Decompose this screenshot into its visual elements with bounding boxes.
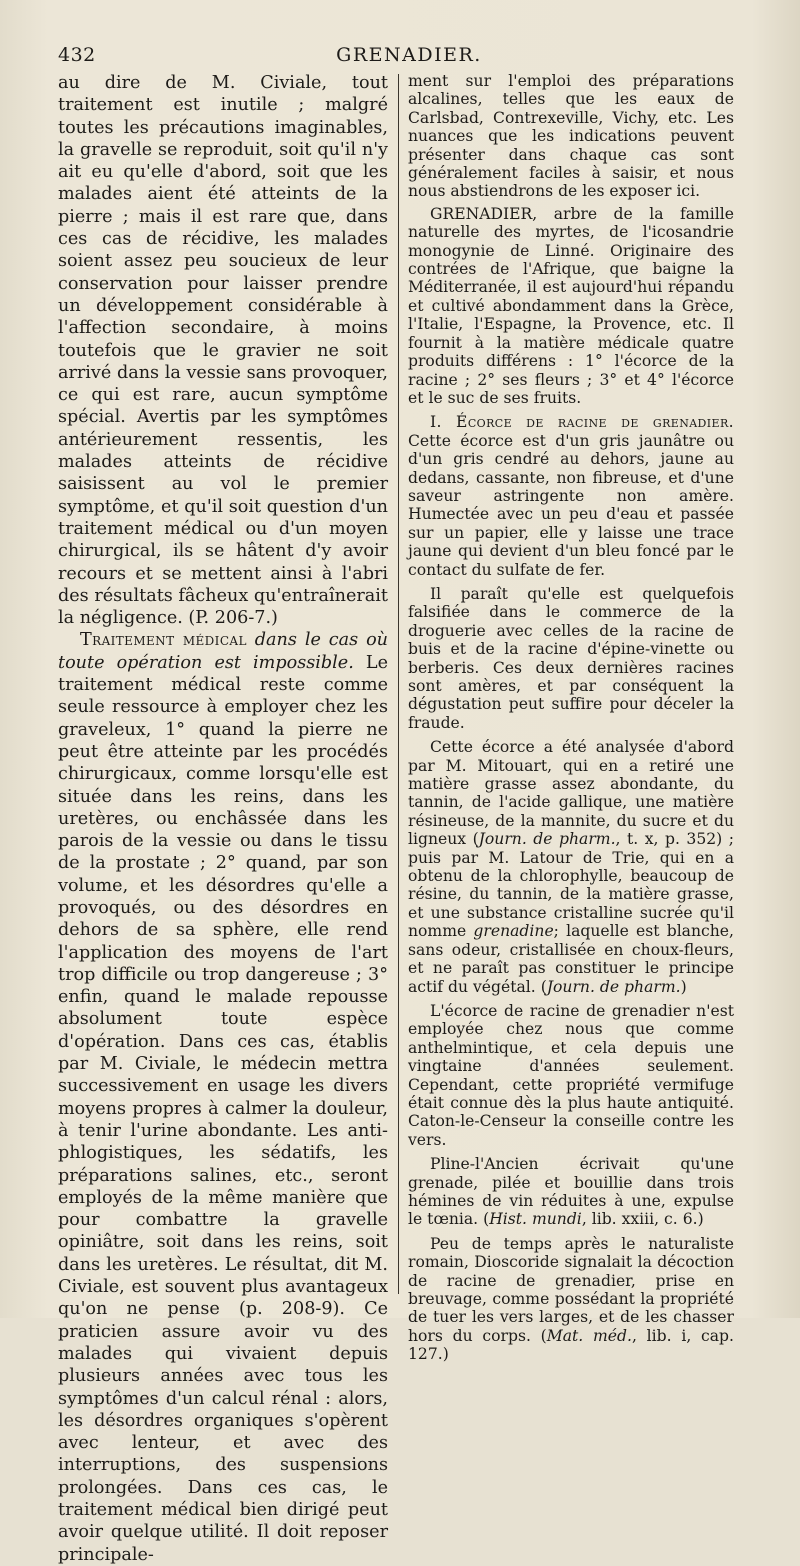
paragraph-text: arbre de la famille naturelle des myrtes, de l'icosandrie monogynie de Linné. Originaire des contrées de l'Afrique, que baigne la Méditerranée, il est aujourd'hui répandu et cultivé abondamment dans la Grèce, l'Italie, l'Espagne, la Provence, etc. Il fournit à la matière médicale quatre produits différens : 1° l'écorce de la racine ; 2° ses fleurs ; 3° et 4° l'écorce et le suc de ses fruits. [408,204,734,407]
paragraph-text: Le traitement médical reste comme seule ressource à employer chez les graveleux, 1° quand la pierre ne peut être atteinte par les procédés chirurgicaux, comme lorsqu'elle est située dans les reins, dans les uretères, ou enchâssée dans les parois de la vessie ou dans le tissu de la prostate ; 2° quand, par son volume, et les désordres qu'elle a provoqués, ou des désordres en dehors de sa sphère, elle rend l'application des moyens de l'art trop difficile ou trop dangereuse ; 3° enfin, quand le malade repousse absolument toute espèce d'opération. Dans ces cas, établis par M. Civiale, le médecin mettra successivement en usage les divers moyens propres à calmer la douleur, à tenir l'urine abondante. Les anti-phlogistiques, les sédatifs, les préparations salines, etc., seront employés de la même manière que pour combattre la gravelle opiniâtre, soit dans les reins, soit dans les uretères. Le résultat, dit M. Civiale, est souvent plus avantageux qu'on ne pense (p. 208-9). Ce praticien assure avoir vu des malades qui vivaient depuis plusieurs années avec tous les symptômes d'un calcul rénal : alors, les désordres organiques s'opèrent avec lenteur, et avec des interruptions, des suspensions prolongées. Dans ces cas, le traitement médical bien dirigé peut avoir quelque utilité. Il doit reposer principale- [58,652,388,1565]
paragraph-text: Peu de temps après le naturaliste romain, Dioscoride signalait la décoction de racine de grenadier, prise en breuvage, comme possédant la propriété de tuer les vers larges, et de les chasser hors du corps. ( [408,1234,734,1345]
paragraph [408,738,734,996]
paragraph-text: , lib. i, cap. 127.) [408,1326,734,1364]
paragraph-text: Cette écorce a été analysée d'abord par M. Mitouart, qui en a retiré une matière grasse assez abondante, du tannin, de l'acide gallique, une matière résineuse, de la mannite, du sucre et du ligneux ( [408,738,734,849]
running-title: GRENADIER. [336,44,482,66]
section-heading: Traitement médical [80,630,247,651]
page-header [58,44,760,70]
paragraph-text: , lib. xxiii, c. 6.) [581,1210,704,1229]
right-column [408,72,735,1364]
paragraph [408,1155,734,1229]
paragraph-text: ; laquelle est blanche, sans odeur, cristallisée en choux-fleurs, et ne paraît pas constituer le principe actif du végétal. ( [408,922,734,996]
paragraph: L'écorce de racine de grenadier n'est employée chez nous que comme anthelmintique, et cela depuis une vingtaine d'années seulement. Cependant, cette propriété vermifuge était connue dès la plus haute antiquité. Caton-le-Censeur la conseille contre les vers. [408,1001,734,1149]
paragraph: ment sur l'emploi des préparations alcalines, telles que les eaux de Carlsbad, Contrexeville, Vichy, etc. Les nuances que les indications peuvent présenter dans chaque cas sont généralement faciles à saisir, et nous nous abstiendrons de les exposer ici. [408,72,734,201]
paragraph [408,1235,734,1364]
section-heading-italic: dans le cas où toute opération est impossible. [58,630,388,673]
paragraph [408,413,734,579]
citation: Mat. méd. [546,1326,632,1345]
column-divider [398,74,399,1294]
paragraph [58,629,388,1565]
term-grenadine: grenadine [473,922,554,941]
citation: Journ. de pharm. [478,830,616,849]
paragraph-text: Cette écorce est d'un gris jaunâtre ou d'un gris cendré au dehors, jaune au dedans, cassante, non fibreuse, et d'une saveur astringente non amère. Humectée avec un peu d'eau et passée sur un papier, elle y laisse une trace jaune qui devient d'un bleu foncé par le contact du sulfate de fer. [408,431,734,579]
paragraph: au dire de M. Civiale, tout traitement est inutile ; malgré toutes les précautions imaginables, la gravelle se reproduit, soit qu'il n'y ait eu qu'elle d'abord, soit que les malades aient été atteints de la pierre ; mais il est rare que, dans ces cas de récidive, les malades soient assez peu soucieux de leur conservation pour laisser prendre un développement considérable à l'affection secondaire, à moins toutefois que le gravier ne soit arrivé dans la vessie sans provoquer, ce qui est rare, aucun symptôme spécial. Avertis par les symptômes antérieurement ressentis, les malades atteints de récidive saisissent au vol le premier symptôme, et qu'il soit question d'un traitement médical ou d'un moyen chirurgical, ils se hâtent d'y avoir recours et se mettent ainsi à l'abri des résultats fâcheux qu'entraînerait la négligence. (P. 206-7.) [58,73,388,629]
paragraph-text: Pline-l'Ancien écrivait qu'une grenade, pilée et bouillie dans trois hémines de vin réduites à une, expulse le tœnia. ( [408,1155,734,1229]
paragraph [408,205,734,407]
section-heading: I. Écorce de racine de grenadier. [430,413,734,432]
left-column [58,72,388,1565]
citation: Hist. mundi [489,1210,582,1229]
page-number: 432 [58,44,96,66]
citation: Journ. de pharm. [546,977,681,996]
entry-headword: GRENADIER, [430,204,538,223]
paragraph-text: , t. x, p. 352) ; puis par M. Latour de Trie, qui en a obtenu de la chlorophylle, beaucoup de résine, du tannin, de la matière grasse, et une substance cristalline sucrée qu'il nomme [408,830,735,941]
paragraph-text: ) [680,977,687,996]
paragraph: Il paraît qu'elle est quelquefois falsifiée dans le commerce de la droguerie avec celles de la racine de buis et de la racine d'épine-vinette ou berberis. Ces deux dernières racines sont amères, et par conséquent la dégustation peut suffire pour déceler la fraude. [408,584,734,732]
